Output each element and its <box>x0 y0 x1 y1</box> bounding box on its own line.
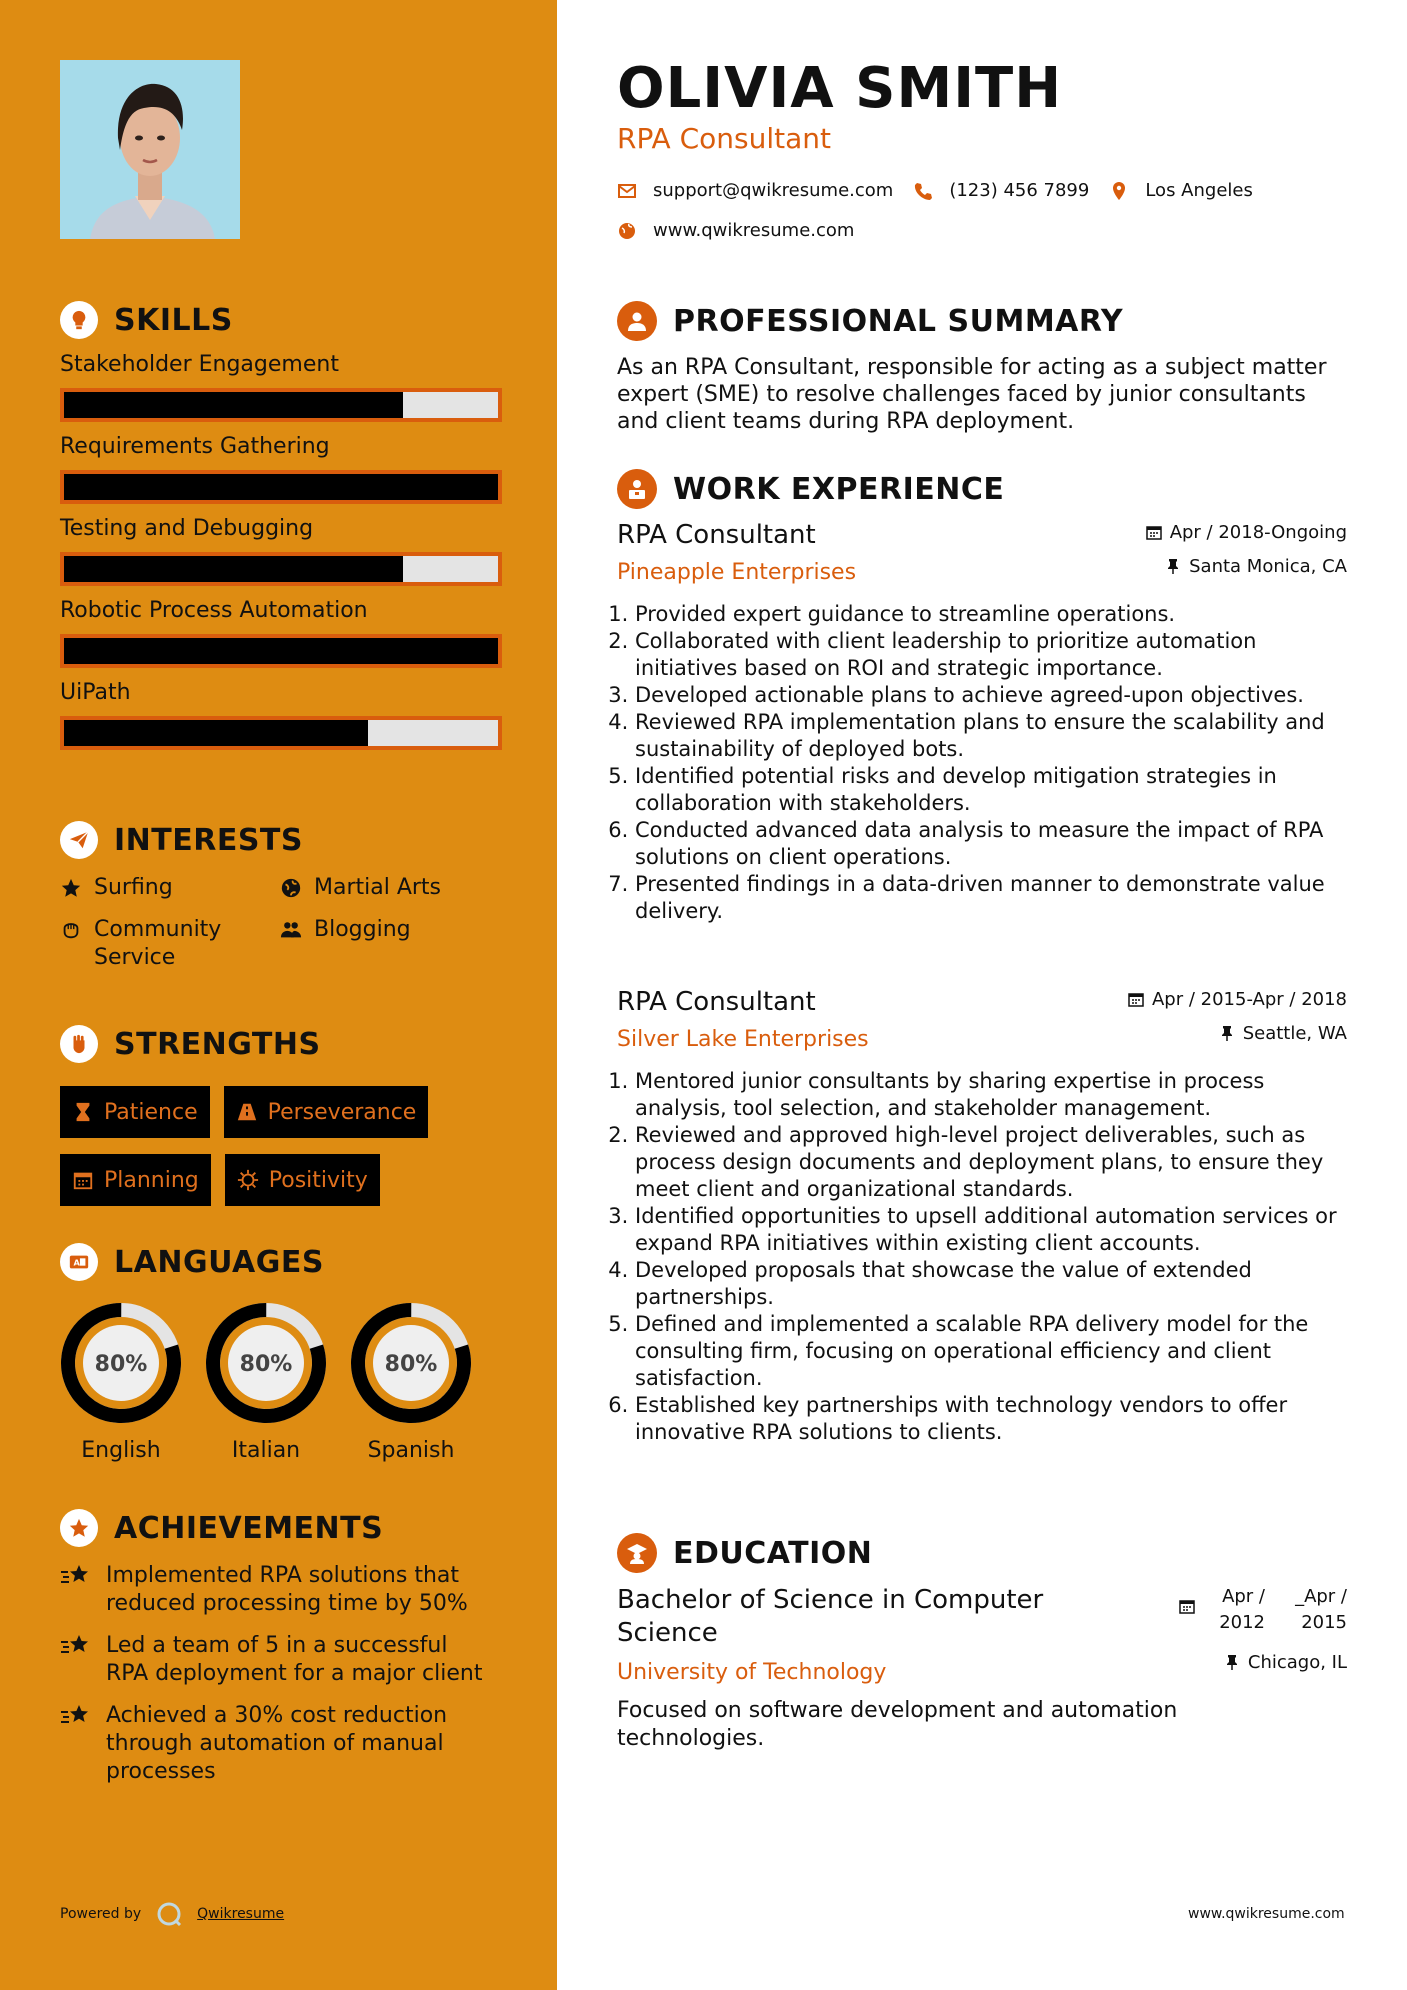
interest-label: Community Service <box>94 917 222 970</box>
skill-label: Stakeholder Engagement <box>60 352 339 377</box>
skills-title: SKILLS <box>114 302 233 338</box>
strength-label: Positivity <box>268 1167 368 1193</box>
shooting-star-icon <box>60 1632 92 1660</box>
skill-bar-fill <box>64 392 403 418</box>
achievements-title: ACHIEVEMENTS <box>114 1510 384 1546</box>
powered-by-label: Powered by <box>60 1906 142 1922</box>
email-text: support@qwikresume.com <box>653 180 894 201</box>
calendar-icon <box>1146 524 1162 540</box>
duty-item: 4. Reviewed RPA implementation plans to ensure the scalability and sustainability of deployed bots. <box>635 709 1347 763</box>
duty-item: 2. Reviewed and approved high-level project deliverables, such as process design documents and deployment plans, to ensure they meet client and organizational standards. <box>635 1122 1347 1203</box>
job-entry <box>617 987 1347 1446</box>
achievement-text: Led a team of 5 in a successful RPA deployment for a major client <box>106 1633 483 1686</box>
skill-bar <box>60 470 502 504</box>
shooting-star-icon <box>60 1702 92 1730</box>
education-school: University of Technology <box>617 1660 887 1685</box>
strengths-section <box>60 1024 500 1206</box>
achievement-text: Implemented RPA solutions that reduced processing time by 50% <box>106 1563 468 1616</box>
interest-item <box>60 916 280 972</box>
language-percent: 80% <box>384 1352 438 1377</box>
languages-title: LANGUAGES <box>114 1244 324 1280</box>
globe-icon <box>280 874 304 902</box>
qwikresume-link[interactable]: Qwikresume <box>197 1906 285 1922</box>
phone-icon <box>913 181 933 201</box>
job-title: RPA Consultant <box>617 987 816 1017</box>
shooting-star-icon <box>60 1562 92 1590</box>
svg-text:A: A <box>73 1257 80 1268</box>
experience-title: WORK EXPERIENCE <box>673 471 1005 507</box>
strength-tag <box>224 1086 429 1138</box>
language-item <box>60 1302 205 1463</box>
duty-item: 5. Identified potential risks and develop mitigation strategies in collaboration with stakeholders. <box>635 763 1347 817</box>
interests-title: INTERESTS <box>114 822 303 858</box>
education-description: Focused on software development and automation technologies. <box>617 1698 1178 1751</box>
education-end: _Apr / 2015 <box>1295 1586 1347 1633</box>
education-title: EDUCATION <box>673 1535 873 1571</box>
duty-item: 2. Collaborated with client leadership to prioritize automation initiatives based on ROI and strategic importance. <box>635 628 1347 682</box>
education-section <box>617 1532 1347 1753</box>
interest-item <box>60 874 280 902</box>
languages-list <box>60 1302 500 1463</box>
strengths-title: STRENGTHS <box>114 1026 321 1062</box>
pushpin-icon <box>1224 1654 1240 1670</box>
strength-label: Planning <box>104 1167 199 1193</box>
users-icon <box>280 916 304 944</box>
job-dates <box>1146 520 1347 544</box>
achievement-item <box>60 1562 500 1618</box>
achievement-text: Achieved a 30% cost reduction through automation of manual processes <box>106 1703 448 1784</box>
skills-list <box>60 350 500 750</box>
skill-bar-fill <box>64 638 498 664</box>
duty-item: 1. Provided expert guidance to streamline operations. <box>635 601 1347 628</box>
language-gauge <box>60 1302 182 1424</box>
skill-label: Robotic Process Automation <box>60 598 368 623</box>
duty-item: 5. Defined and implemented a scalable RPA delivery model for the consulting firm, focusing on operational efficiency and client satisfaction. <box>635 1311 1347 1392</box>
candidate-role: RPA Consultant <box>617 122 832 155</box>
job-duties <box>617 1068 1347 1446</box>
skill-bar <box>60 634 502 668</box>
lightbulb-icon <box>60 301 98 339</box>
calendar-icon <box>1128 991 1144 1007</box>
duty-item: 1. Mentored junior consultants by sharing expertise in process analysis, tool selection, and stakeholder management. <box>635 1068 1347 1122</box>
language-icon <box>60 1243 98 1281</box>
education-degree: Bachelor of Science in Computer Science <box>617 1585 1044 1648</box>
duty-item: 6. Conducted advanced data analysis to measure the impact of RPA solutions on client operations. <box>635 817 1347 871</box>
pushpin-icon <box>1165 558 1181 574</box>
language-item <box>205 1302 350 1463</box>
strength-tag <box>60 1086 210 1138</box>
interests-section <box>60 820 500 972</box>
duty-item: 7. Presented findings in a data-driven manner to demonstrate value delivery. <box>635 871 1347 925</box>
paper-plane-icon <box>60 821 98 859</box>
skill-bar-fill <box>64 720 368 746</box>
job-company: Pineapple Enterprises <box>617 560 857 585</box>
job-dates <box>1128 987 1347 1011</box>
duty-item: 3. Developed actionable plans to achieve agreed-upon objectives. <box>635 682 1347 709</box>
education-location-text: Chicago, IL <box>1247 1651 1347 1673</box>
briefcase-user-icon <box>617 469 657 509</box>
duty-item: 4. Developed proposals that showcase the value of extended partnerships. <box>635 1257 1347 1311</box>
achievement-item <box>60 1702 500 1786</box>
skill-label: UiPath <box>60 680 131 705</box>
star-icon <box>60 874 84 902</box>
job-title: RPA Consultant <box>617 520 816 550</box>
job-entry <box>617 520 1347 925</box>
duty-item: 6. Established key partnerships with technology vendors to offer innovative RPA solutions to clients. <box>635 1392 1347 1446</box>
globe-icon <box>617 221 637 241</box>
interest-label: Surfing <box>94 875 173 900</box>
duty-item: 3. Identified opportunities to upsell additional automation services or expand RPA initiatives within existing client accounts. <box>635 1203 1347 1257</box>
job-duties <box>617 601 1347 925</box>
trophy-star-icon <box>60 1509 98 1547</box>
interest-label: Martial Arts <box>314 875 442 900</box>
map-pin-icon <box>1109 181 1129 201</box>
fist-icon <box>60 1025 98 1063</box>
contact-row <box>617 180 1273 201</box>
achievements-list <box>60 1562 500 1786</box>
job-dates-text: Apr / 2015-Apr / 2018 <box>1151 988 1347 1010</box>
footer-url[interactable]: www.qwikresume.com <box>1188 1906 1345 1922</box>
language-percent: 80% <box>94 1352 148 1377</box>
skill-bar-fill <box>64 474 498 500</box>
location-text: Los Angeles <box>1145 180 1253 201</box>
language-percent: 80% <box>239 1352 293 1377</box>
job-company: Silver Lake Enterprises <box>617 1027 869 1052</box>
profile-photo <box>60 60 240 239</box>
strength-tag <box>225 1154 380 1206</box>
summary-section <box>617 300 1347 435</box>
sun-icon <box>237 1169 259 1191</box>
education-dates <box>1179 1584 1347 1636</box>
skill-bar <box>60 716 502 750</box>
summary-text: As an RPA Consultant, responsible for acting as a subject matter expert (SME) to resolve challenges faced by junior consultants and client teams during RPA deployment. <box>617 355 1327 434</box>
portrait-image <box>60 60 240 239</box>
contact-location <box>1109 180 1253 201</box>
graduate-icon <box>617 1533 657 1573</box>
phone-text: (123) 456 7899 <box>949 180 1090 201</box>
calendar-icon <box>72 1169 94 1191</box>
candidate-name: OLIVIA SMITH <box>617 56 1063 121</box>
qwikresume-logo-icon <box>155 1900 183 1928</box>
job-location <box>1146 554 1347 578</box>
summary-title: PROFESSIONAL SUMMARY <box>673 303 1124 339</box>
job-location <box>1128 1021 1347 1045</box>
experience-section <box>617 468 1347 510</box>
powered-by <box>60 1900 284 1928</box>
skill-label: Testing and Debugging <box>60 516 314 541</box>
skill-bar <box>60 388 502 422</box>
road-icon <box>236 1101 258 1123</box>
achievements-section <box>60 1508 500 1800</box>
strength-label: Perseverance <box>267 1099 417 1125</box>
user-icon <box>617 301 657 341</box>
interests-list <box>60 874 500 972</box>
strength-tag <box>60 1154 211 1206</box>
language-item <box>350 1302 495 1463</box>
education-start: Apr / 2012 <box>1219 1586 1265 1633</box>
pushpin-icon <box>1219 1025 1235 1041</box>
language-name: Italian <box>231 1438 301 1463</box>
interest-label: Blogging <box>314 917 411 942</box>
skill-bar <box>60 552 502 586</box>
strengths-list <box>60 1086 500 1206</box>
hand-icon <box>60 916 84 944</box>
language-name: Spanish <box>367 1438 455 1463</box>
strength-label: Patience <box>104 1099 198 1125</box>
skill-label: Requirements Gathering <box>60 434 330 459</box>
interest-item <box>280 916 500 972</box>
language-gauge <box>205 1302 327 1424</box>
job-dates-text: Apr / 2018-Ongoing <box>1169 521 1347 543</box>
language-gauge <box>350 1302 472 1424</box>
skill-bar-fill <box>64 556 403 582</box>
interest-item <box>280 874 500 902</box>
contact-website[interactable] <box>617 220 854 241</box>
language-name: English <box>81 1438 161 1463</box>
achievement-item <box>60 1632 500 1688</box>
hourglass-icon <box>72 1101 94 1123</box>
contact-phone[interactable] <box>913 180 1089 201</box>
skills-section <box>60 300 500 750</box>
job-location-text: Seattle, WA <box>1242 1022 1347 1044</box>
calendar-icon <box>1179 1598 1195 1614</box>
job-location-text: Santa Monica, CA <box>1189 555 1347 577</box>
envelope-icon <box>617 181 637 201</box>
website-text: www.qwikresume.com <box>653 220 855 241</box>
education-location <box>1179 1650 1347 1674</box>
sidebar <box>0 0 557 1990</box>
contact-row-web <box>617 220 874 241</box>
contact-email[interactable] <box>617 180 893 201</box>
languages-section <box>60 1242 500 1463</box>
